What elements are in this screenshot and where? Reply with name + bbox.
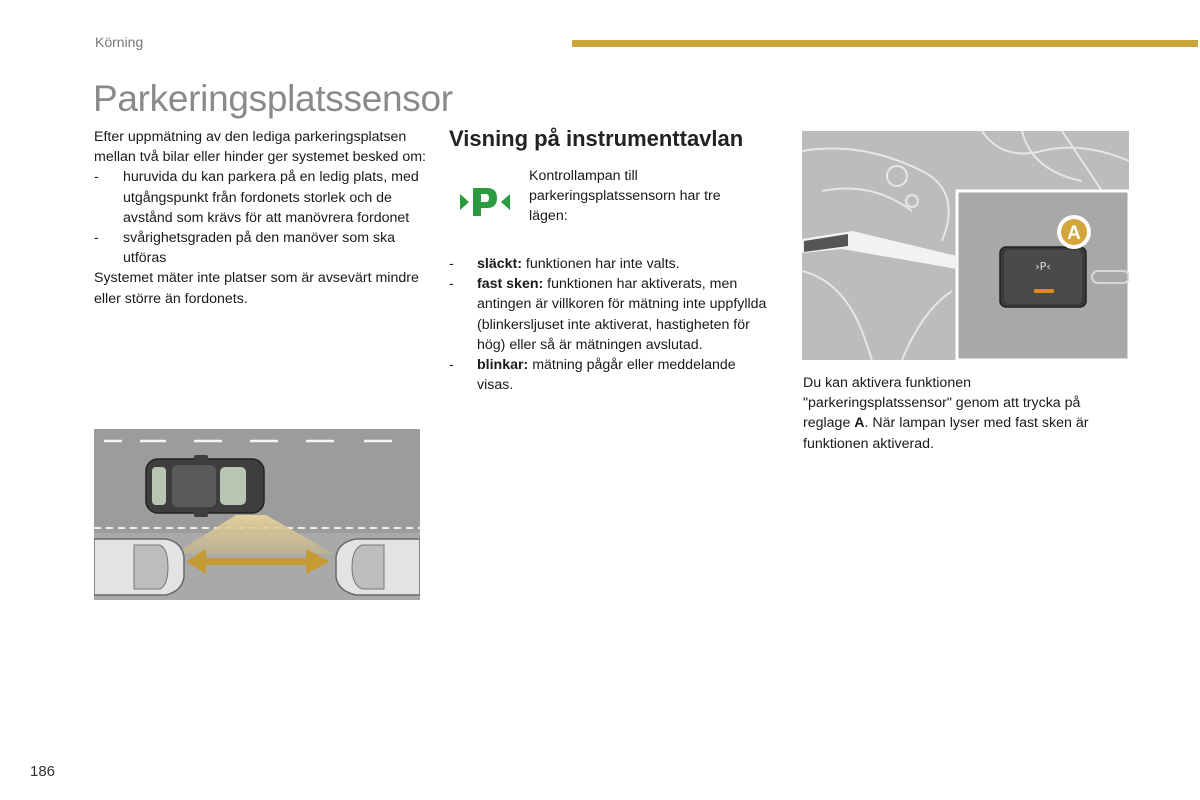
state-desc: mätning pågår eller meddelande visas. xyxy=(477,357,736,394)
svg-text:A: A xyxy=(1067,223,1081,244)
intro-bullet xyxy=(94,167,429,228)
page-number: 186 xyxy=(30,763,56,780)
intro-bullet xyxy=(94,228,429,268)
intro-note: Systemet mäter inte platser som är avsevärt mindre eller större än fordonets. xyxy=(94,270,419,307)
state-text xyxy=(477,274,774,355)
state-text xyxy=(477,254,680,274)
parked-car-right xyxy=(336,539,420,595)
activation-button-ref: A xyxy=(854,415,865,432)
bullet-dash: - xyxy=(449,276,454,293)
control-a-marker xyxy=(1057,215,1091,249)
display-heading: Visning på instrumenttavlan xyxy=(449,126,744,151)
bullet-dash: - xyxy=(449,357,454,374)
svg-text:›P‹: ›P‹ xyxy=(1035,260,1051,273)
intro-column xyxy=(94,127,429,309)
bullet-dash: - xyxy=(94,230,99,247)
measuring-car xyxy=(146,455,264,517)
state-item xyxy=(449,274,774,355)
page-title: Parkeringsplatssensor xyxy=(93,78,453,119)
section-label: Körning xyxy=(95,34,144,50)
state-desc: funktionen har aktiverats, men antingen är villkoren för mätning inte uppfyllda (blinkersljuset inte aktiverat, hastigheten för hög) eller så är mätningen avslutad. xyxy=(477,276,767,353)
state-text xyxy=(477,355,774,395)
parking-sensor-warning-icon xyxy=(460,186,510,218)
parking-sensor-button xyxy=(1000,247,1086,307)
intro-lead: Efter uppmätning av den lediga parkeringsplatsen mellan två bilar eller hinder ger systemet besked om: xyxy=(94,129,426,166)
activation-caption xyxy=(803,373,1123,454)
activation-text-after: . När lampan lyser med fast sken är funktionen aktiverad. xyxy=(803,415,1089,452)
dashboard-button-illustration xyxy=(802,131,1129,360)
state-item xyxy=(449,355,774,395)
state-term: släckt: xyxy=(477,256,522,272)
intro-bullet-text: svårighetsgraden på den manöver som ska utföras xyxy=(123,230,396,267)
states-list xyxy=(449,254,774,395)
intro-bullet-text: huruvida du kan parkera på en ledig plats, med utgångspunkt från fordonets storlek och de avstånd som krävs för att manövrera fordonet xyxy=(123,169,419,226)
parked-car-left xyxy=(94,539,184,595)
state-term: fast sken: xyxy=(477,276,544,293)
parking-space-illustration xyxy=(94,429,420,600)
state-term: blinkar: xyxy=(477,357,529,374)
header-accent-bar xyxy=(572,40,1198,47)
state-item xyxy=(449,254,774,274)
activation-text-before: Du kan aktivera funktionen "parkeringsplatssensor" genom att trycka på reglage xyxy=(803,375,1081,432)
bullet-dash: - xyxy=(94,169,99,186)
bullet-dash: - xyxy=(449,256,454,272)
icon-description: Kontrollampan till parkeringsplatssensorn har tre lägen: xyxy=(529,168,721,225)
state-desc: funktionen har inte valts. xyxy=(521,256,680,272)
